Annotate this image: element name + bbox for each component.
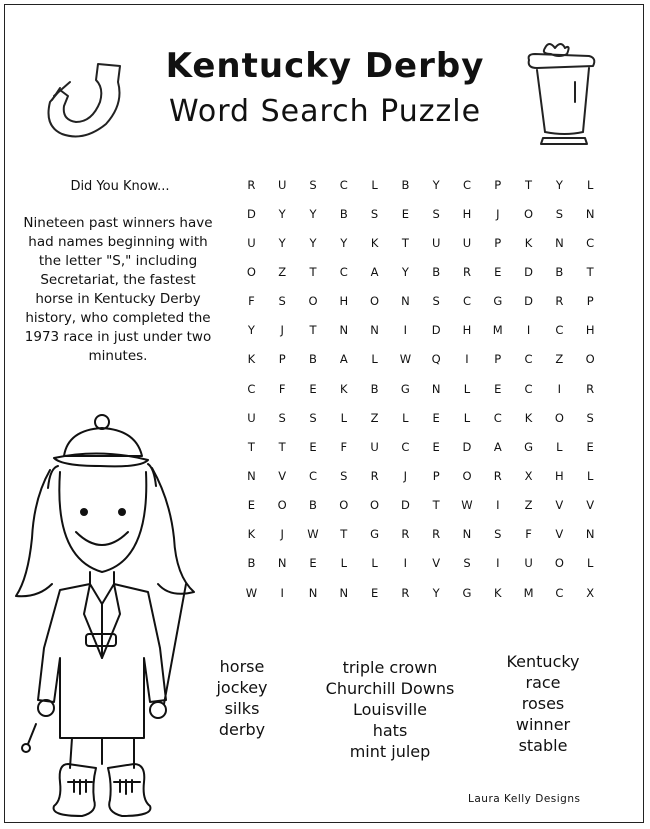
grid-letter[interactable]: H — [339, 294, 349, 309]
grid-letter[interactable]: S — [340, 468, 348, 483]
grid-letter[interactable]: N — [339, 323, 349, 338]
grid-letter[interactable]: U — [462, 235, 472, 250]
grid-letter[interactable]: Z — [370, 410, 379, 425]
word-list-column-1 — [196, 656, 288, 740]
grid-row — [236, 578, 606, 607]
grid-letter[interactable]: K — [524, 235, 533, 250]
grid-letter[interactable]: D — [431, 323, 441, 338]
grid-row — [236, 316, 606, 345]
grid-letter[interactable]: P — [494, 352, 502, 367]
grid-letter[interactable]: T — [525, 177, 533, 192]
did-you-know-heading: Did You Know... — [70, 179, 170, 194]
grid-letter[interactable]: N — [339, 585, 349, 600]
grid-letter[interactable]: R — [586, 381, 595, 396]
grid-letter[interactable]: O — [462, 468, 472, 483]
word-list-item: jockey — [216, 678, 268, 697]
grid-letter[interactable]: O — [585, 352, 595, 367]
grid-letter[interactable]: L — [371, 556, 378, 571]
grid-letter[interactable]: Z — [524, 498, 533, 513]
grid-row — [236, 374, 606, 403]
grid-letter[interactable]: C — [339, 264, 348, 279]
grid-letter[interactable]: L — [371, 352, 378, 367]
grid-letter[interactable]: U — [524, 556, 533, 571]
grid-row — [236, 287, 606, 316]
grid-letter[interactable]: L — [586, 556, 594, 571]
grid-row — [236, 257, 606, 286]
grid-letter[interactable]: H — [555, 468, 564, 483]
grid-letter[interactable]: X — [586, 585, 595, 600]
grid-row — [236, 345, 606, 374]
grid-letter[interactable]: N — [247, 468, 256, 483]
grid-letter[interactable]: K — [370, 235, 379, 250]
grid-letter[interactable]: D — [524, 264, 533, 279]
grid-letter[interactable]: O — [554, 410, 564, 425]
grid-letter[interactable]: T — [278, 439, 286, 454]
grid-letter[interactable]: C — [401, 439, 410, 454]
grid-letter[interactable]: C — [339, 177, 348, 192]
grid-letter[interactable]: Y — [432, 177, 440, 192]
grid-letter[interactable]: L — [586, 177, 594, 192]
grid-letter[interactable]: E — [309, 439, 317, 454]
grid-letter[interactable]: N — [370, 323, 379, 338]
grid-letter[interactable]: J — [280, 323, 284, 338]
grid-letter[interactable]: E — [401, 206, 410, 221]
grid-letter[interactable]: Y — [309, 235, 317, 250]
grid-letter[interactable]: C — [462, 177, 471, 192]
grid-letter[interactable]: E — [370, 585, 379, 600]
grid-letter[interactable]: P — [278, 352, 286, 367]
grid-letter[interactable]: C — [308, 468, 317, 483]
grid-letter[interactable]: N — [431, 381, 441, 396]
word-list-item: horse — [219, 657, 265, 676]
grid-letter[interactable]: T — [309, 264, 317, 279]
grid-letter[interactable]: J — [496, 206, 500, 221]
grid-letter[interactable]: K — [494, 585, 502, 600]
grid-letter[interactable]: E — [494, 381, 502, 396]
word-list-column-2 — [310, 657, 470, 762]
grid-letter[interactable]: R — [370, 468, 379, 483]
grid-letter[interactable]: B — [555, 264, 564, 279]
word-list-item: triple crown — [342, 658, 438, 677]
grid-letter[interactable]: Y — [340, 235, 348, 250]
grid-letter[interactable]: B — [339, 206, 348, 221]
grid-letter[interactable]: U — [370, 439, 379, 454]
grid-letter[interactable]: W — [461, 498, 473, 513]
grid-letter[interactable]: E — [494, 264, 502, 279]
grid-letter[interactable]: R — [555, 294, 564, 309]
grid-row — [236, 549, 606, 578]
grid-letter[interactable]: C — [524, 352, 533, 367]
grid-row — [236, 432, 606, 461]
grid-letter[interactable]: K — [340, 381, 348, 396]
grid-row — [236, 228, 606, 257]
grid-letter[interactable]: L — [556, 439, 563, 454]
grid-letter[interactable]: P — [494, 177, 502, 192]
grid-letter[interactable]: B — [401, 177, 410, 192]
grid-letter[interactable]: V — [432, 556, 441, 571]
grid-letter[interactable]: H — [462, 206, 472, 221]
word-search-grid[interactable] — [236, 170, 606, 607]
grid-letter[interactable]: O — [370, 498, 380, 513]
grid-letter[interactable]: L — [463, 410, 471, 425]
grid-letter[interactable]: G — [524, 439, 534, 454]
grid-row — [236, 461, 606, 490]
grid-letter[interactable]: U — [247, 235, 256, 250]
grid-letter[interactable]: E — [247, 498, 256, 513]
grid-letter[interactable]: K — [247, 527, 256, 542]
grid-letter[interactable]: V — [555, 498, 564, 513]
grid-letter[interactable]: I — [526, 323, 531, 338]
grid-letter[interactable]: O — [370, 294, 380, 309]
grid-letter[interactable]: E — [309, 556, 317, 571]
word-list-item: silks — [224, 699, 260, 718]
grid-letter[interactable]: S — [463, 556, 471, 571]
grid-letter[interactable]: F — [278, 381, 286, 396]
grid-letter[interactable]: L — [463, 381, 471, 396]
grid-letter[interactable]: O — [277, 498, 287, 513]
grid-letter[interactable]: C — [524, 381, 533, 396]
grid-letter[interactable]: P — [432, 468, 440, 483]
grid-letter[interactable]: T — [309, 323, 317, 338]
grid-letter[interactable]: B — [309, 352, 317, 367]
grid-letter[interactable]: M — [492, 323, 503, 338]
word-list-column-3 — [488, 651, 598, 756]
grid-letter[interactable]: L — [402, 410, 409, 425]
grid-letter[interactable]: C — [462, 294, 471, 309]
grid-letter[interactable]: B — [370, 381, 379, 396]
grid-letter[interactable]: T — [401, 235, 409, 250]
grid-letter[interactable]: I — [403, 323, 408, 338]
grid-letter[interactable]: O — [246, 264, 256, 279]
grid-letter[interactable]: S — [370, 206, 379, 221]
grid-letter[interactable]: G — [493, 294, 503, 309]
word-list-item: stable — [518, 736, 568, 755]
grid-letter[interactable]: B — [432, 264, 441, 279]
grid-letter[interactable]: I — [496, 556, 500, 571]
word-list-item: race — [525, 673, 561, 692]
grid-letter[interactable]: Y — [247, 323, 255, 338]
grid-letter[interactable]: N — [308, 585, 318, 600]
grid-letter[interactable]: Q — [431, 352, 441, 367]
grid-row — [236, 199, 606, 228]
grid-letter[interactable]: K — [247, 352, 256, 367]
grid-letter[interactable]: R — [401, 527, 410, 542]
page-title: Kentucky Derby — [165, 46, 485, 86]
grid-row — [236, 170, 606, 199]
grid-letter[interactable]: C — [493, 410, 502, 425]
grid-letter[interactable]: Z — [278, 264, 287, 279]
grid-letter[interactable]: K — [524, 410, 533, 425]
grid-letter[interactable]: V — [586, 498, 595, 513]
grid-letter[interactable]: T — [340, 527, 348, 542]
grid-letter[interactable]: Y — [278, 235, 286, 250]
grid-letter[interactable]: N — [585, 527, 595, 542]
grid-letter[interactable]: A — [493, 439, 502, 454]
grid-letter[interactable]: U — [431, 235, 441, 250]
word-list-item: Louisville — [353, 700, 427, 719]
grid-letter[interactable]: W — [245, 585, 258, 600]
grid-letter[interactable]: M — [523, 585, 534, 600]
grid-letter[interactable]: C — [247, 381, 256, 396]
grid-letter[interactable]: W — [399, 352, 412, 367]
grid-letter[interactable]: F — [340, 439, 348, 454]
grid-letter[interactable]: L — [371, 177, 378, 192]
grid-letter[interactable]: E — [309, 381, 317, 396]
grid-letter[interactable]: R — [401, 585, 410, 600]
grid-letter[interactable]: I — [557, 381, 562, 396]
grid-letter[interactable]: N — [401, 294, 410, 309]
word-list-item: derby — [218, 720, 266, 739]
julep-cup-icon — [515, 40, 610, 150]
grid-letter[interactable]: U — [247, 410, 256, 425]
grid-letter[interactable]: I — [496, 498, 500, 513]
grid-letter[interactable]: V — [555, 527, 564, 542]
grid-letter[interactable]: H — [462, 323, 472, 338]
grid-letter[interactable]: H — [585, 323, 595, 338]
grid-letter[interactable]: P — [494, 235, 502, 250]
grid-letter[interactable]: I — [465, 352, 469, 367]
grid-letter[interactable]: D — [524, 294, 533, 309]
grid-letter[interactable]: E — [586, 439, 594, 454]
grid-letter[interactable]: J — [403, 468, 408, 483]
grid-row — [236, 520, 606, 549]
grid-letter[interactable]: P — [586, 294, 594, 309]
grid-letter[interactable]: Y — [309, 206, 317, 221]
grid-letter[interactable]: G — [400, 381, 410, 396]
grid-letter[interactable]: S — [555, 206, 564, 221]
grid-letter[interactable]: N — [462, 527, 472, 542]
grid-letter[interactable]: Y — [278, 206, 286, 221]
grid-letter[interactable]: D — [246, 206, 256, 221]
grid-letter[interactable]: A — [370, 264, 379, 279]
grid-letter[interactable]: T — [586, 264, 594, 279]
word-list-item: mint julep — [349, 742, 431, 761]
grid-letter[interactable]: I — [280, 585, 284, 600]
grid-letter[interactable]: S — [432, 294, 440, 309]
grid-row — [236, 403, 606, 432]
grid-letter[interactable]: O — [524, 206, 534, 221]
grid-letter[interactable]: D — [400, 498, 410, 513]
grid-letter[interactable]: B — [247, 556, 256, 571]
grid-letter[interactable]: D — [462, 439, 472, 454]
grid-letter[interactable]: R — [247, 177, 256, 192]
designer-credit: Laura Kelly Designs — [468, 793, 581, 805]
grid-letter[interactable]: N — [585, 206, 595, 221]
grid-letter[interactable]: R — [493, 468, 502, 483]
grid-letter[interactable]: W — [307, 527, 319, 542]
grid-letter[interactable]: Z — [555, 352, 564, 367]
grid-letter[interactable]: S — [278, 410, 286, 425]
grid-letter[interactable]: T — [247, 439, 255, 454]
grid-letter[interactable]: Y — [555, 177, 563, 192]
grid-letter[interactable]: O — [308, 294, 318, 309]
grid-letter[interactable]: J — [280, 527, 284, 542]
grid-letter[interactable]: E — [432, 439, 440, 454]
grid-letter[interactable]: N — [277, 556, 287, 571]
grid-letter[interactable]: I — [403, 556, 408, 571]
grid-letter[interactable]: Y — [432, 585, 440, 600]
grid-row — [236, 491, 606, 520]
grid-letter[interactable]: N — [555, 235, 564, 250]
grid-letter[interactable]: O — [339, 498, 349, 513]
grid-letter[interactable]: S — [309, 410, 317, 425]
grid-letter[interactable]: E — [432, 410, 440, 425]
grid-letter[interactable]: C — [555, 323, 564, 338]
grid-letter[interactable]: S — [586, 410, 594, 425]
grid-letter[interactable]: U — [277, 177, 287, 192]
grid-letter[interactable]: V — [278, 468, 287, 483]
grid-letter[interactable]: G — [462, 585, 472, 600]
grid-letter[interactable]: R — [432, 527, 441, 542]
grid-letter[interactable]: S — [494, 527, 502, 542]
grid-letter[interactable]: L — [586, 468, 594, 483]
grid-letter[interactable]: C — [555, 585, 564, 600]
grid-letter[interactable]: F — [248, 294, 255, 309]
grid-letter[interactable]: F — [525, 527, 532, 542]
word-list-item: hats — [372, 721, 408, 740]
grid-letter[interactable]: S — [309, 177, 317, 192]
word-list-item: winner — [515, 715, 571, 734]
grid-letter[interactable]: A — [339, 352, 348, 367]
word-list-item: Churchill Downs — [325, 679, 455, 698]
grid-letter[interactable]: O — [554, 556, 564, 571]
page-subtitle: Word Search Puzzle — [168, 94, 482, 129]
grid-letter[interactable]: L — [340, 410, 347, 425]
grid-letter[interactable]: S — [432, 206, 440, 221]
word-list-item: Kentucky — [506, 652, 580, 671]
grid-letter[interactable]: C — [586, 235, 595, 250]
grid-letter[interactable]: Y — [401, 264, 409, 279]
jockey-girl-illustration — [10, 408, 210, 818]
word-list-item: roses — [521, 694, 565, 713]
grid-letter[interactable]: G — [370, 527, 380, 542]
grid-letter[interactable]: L — [340, 556, 347, 571]
grid-letter[interactable]: B — [309, 498, 317, 513]
grid-letter[interactable]: R — [462, 264, 471, 279]
did-you-know-fact: Nineteen past winners have had names beginning with the letter "S," including Secretariat, the fastest horse in Kentucky Derby history, who completed the 1973 race in just under two minutes. — [23, 215, 213, 364]
grid-letter[interactable]: S — [278, 294, 286, 309]
grid-letter[interactable]: T — [432, 498, 440, 513]
grid-letter[interactable]: X — [524, 468, 533, 483]
